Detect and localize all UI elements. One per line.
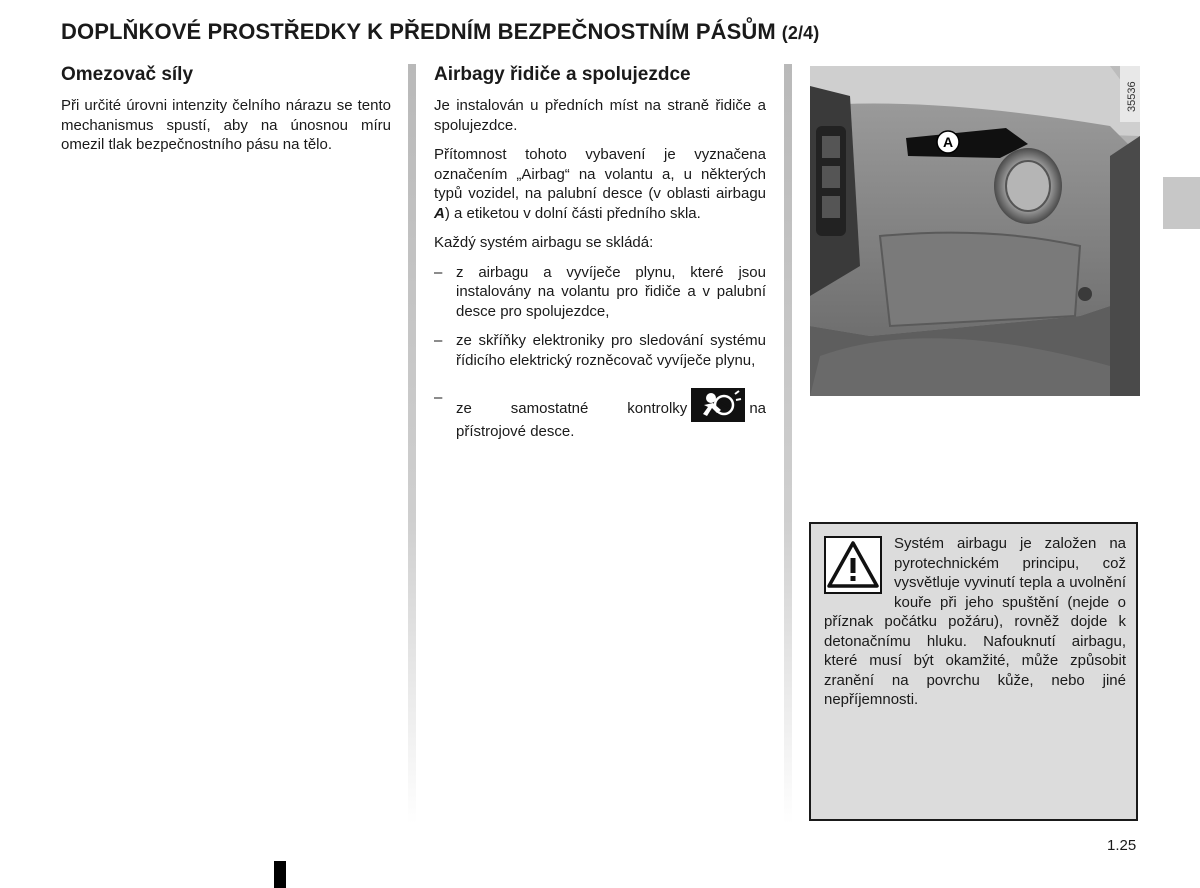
- list-item: [434, 263, 766, 322]
- airbags-intro-paragraph: Je instalován u předních míst na straně řidiče a spolujezdce.: [434, 97, 766, 134]
- warning-text: Systém airbagu je založen na pyrotechnickém principu, což vysvětluje vyvinutí tepla a uvolnění kouře při jeho spuštění (nejde o příznak počátku požáru), rovněž dojde k detonačnímu hluku. Nafouknutí airbagu, které musí být okamžité, může způsobit zranění na povrchu kůže, nebo jiné nepříjemnosti.: [824, 535, 1126, 708]
- airbags-components-list: [434, 263, 766, 442]
- page-number: 1.25: [1107, 837, 1137, 854]
- callout-label-a: A: [942, 134, 954, 150]
- list-dash: –: [434, 332, 443, 349]
- list-item-text: ze samostatné kontrolky: [456, 400, 688, 417]
- middle-column: [434, 64, 766, 452]
- list-dash: –: [434, 263, 443, 281]
- airbags-marking-text-1: Přítomnost tohoto vybavení je vyznačena označením „Airbag“ na volantu a, u některých typů vozidel, na palubní desce (v oblasti airbagu: [434, 146, 766, 202]
- page-title: [61, 19, 819, 45]
- warning-triangle-icon: [824, 536, 882, 594]
- force-limiter-heading: Omezovač síly: [61, 64, 194, 85]
- side-tab-marker: [1163, 177, 1200, 229]
- airbags-system-paragraph: Každý systém airbagu se skládá:: [434, 234, 654, 251]
- left-column: [61, 64, 391, 165]
- list-dash: –: [434, 389, 443, 406]
- airbags-heading: Airbagy řidiče a spolujezdce: [434, 64, 691, 85]
- dashboard-photo: [810, 66, 1140, 396]
- column-divider-left: [408, 64, 416, 824]
- list-item: [434, 388, 766, 442]
- airbags-marking-label-a: A: [434, 204, 445, 222]
- page-title-part: (2/4): [781, 23, 820, 43]
- column-divider-right: [784, 64, 792, 824]
- footer-crop-mark: [274, 861, 286, 888]
- airbags-marking-text-2: ) a etiketou v dolní části předního skla.: [444, 204, 701, 222]
- list-item-text: z airbagu a vyvíječe plynu, které jsou instalovány na volantu pro řidiče a v palubní desce pro spolujezdce,: [456, 263, 766, 320]
- force-limiter-paragraph: Při určité úrovni intenzity čelního nárazu se tento mechanismus spustí, aby na únosnou míru omezil tlak bezpečnostního pásu na tělo.: [61, 97, 391, 153]
- airbags-marking-paragraph: [434, 145, 766, 223]
- warning-box: [809, 522, 1138, 821]
- list-item: [434, 331, 766, 370]
- list-item-text-end: na přístrojové desce.: [456, 400, 766, 440]
- airbag-warning-light-icon: [691, 388, 745, 422]
- page-title-text: DOPLŇKOVÉ PROSTŘEDKY K PŘEDNÍM BEZPEČNOSTNÍM PÁSŮM: [61, 19, 776, 44]
- image-reference-number: 35536: [1126, 81, 1138, 112]
- list-item-text: ze skříňky elektroniky pro sledování systému řídicího elektrický rozněcovač vyvíječe plynu,: [456, 332, 766, 369]
